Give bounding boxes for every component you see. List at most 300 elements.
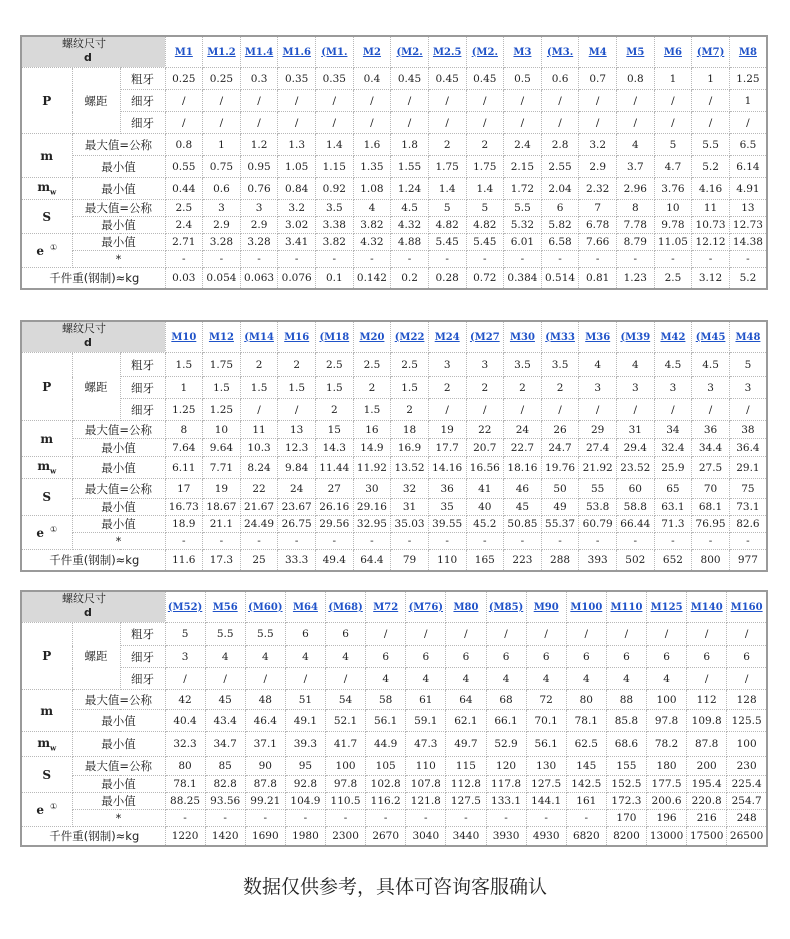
value-cell: 4 [205, 646, 245, 668]
e-footnote-mark: ① [49, 802, 58, 811]
value-cell: 6 [727, 646, 767, 668]
m-max-row [21, 134, 767, 156]
value-cell: 2.5 [165, 200, 203, 217]
value-cell: 1.4 [428, 178, 466, 200]
value-cell: 0.55 [165, 156, 203, 178]
value-cell: 1 [203, 134, 241, 156]
value-cell: 223 [504, 550, 542, 571]
size-link: (M33 [541, 321, 579, 353]
value-cell: 55.37 [541, 516, 579, 533]
fine-label: 细牙 [120, 399, 165, 421]
size-link: M12 [203, 321, 241, 353]
pitch-label: 螺距 [72, 353, 120, 421]
value-cell: / [541, 112, 579, 134]
value-cell: 26500 [727, 827, 767, 846]
value-cell: 36 [692, 421, 730, 439]
value-cell: 26.16 [316, 499, 354, 516]
value-cell: / [205, 668, 245, 690]
value-cell: 1420 [205, 827, 245, 846]
fine-label: 细牙 [120, 90, 165, 112]
coarse-label: 粗牙 [120, 68, 165, 90]
thread-size-header [21, 321, 165, 353]
thread-size-symbol: d [84, 336, 92, 349]
value-cell: - [654, 251, 692, 268]
size-link: M80 [446, 591, 486, 623]
value-cell: 1.75 [428, 156, 466, 178]
size-link: M140 [687, 591, 727, 623]
value-cell: 2.5 [391, 353, 429, 377]
value-cell: / [687, 623, 727, 646]
value-cell: 82.8 [205, 776, 245, 793]
value-cell: 58 [366, 690, 406, 710]
size-link: (M68) [326, 591, 366, 623]
mw-symbol-sub: w [50, 187, 57, 197]
value-cell: 2 [466, 377, 504, 399]
value-cell: 97.8 [647, 710, 687, 732]
value-cell: - [353, 533, 391, 550]
value-cell: 0.92 [316, 178, 354, 200]
s-max-row [21, 757, 767, 776]
spec-table-large-sizes [20, 590, 768, 847]
value-cell: 3 [729, 377, 767, 399]
value-cell: - [165, 810, 205, 827]
value-cell: 78.1 [566, 710, 606, 732]
value-cell: 19 [428, 421, 466, 439]
value-cell: 4.82 [466, 217, 504, 234]
value-cell: 0.142 [353, 268, 391, 289]
s-symbol: S [21, 479, 72, 516]
value-cell: / [165, 112, 203, 134]
value-cell: 1.8 [391, 134, 429, 156]
value-cell: 36 [428, 479, 466, 499]
value-cell: 14.3 [316, 439, 354, 457]
pitch-coarse-row [21, 68, 767, 90]
e-footnote-mark: ① [49, 525, 58, 534]
value-cell: / [654, 399, 692, 421]
star-label: * [72, 533, 165, 550]
value-cell: 88 [606, 690, 646, 710]
value-cell: 13.52 [391, 457, 429, 479]
size-link: M3 [504, 36, 542, 68]
value-cell: 4 [406, 668, 446, 690]
value-cell: / [654, 90, 692, 112]
min-label: 最小值 [72, 217, 165, 234]
size-link: (M52) [165, 591, 205, 623]
value-cell: - [541, 533, 579, 550]
value-cell: 248 [727, 810, 767, 827]
value-cell: 6 [606, 646, 646, 668]
value-cell: - [541, 251, 579, 268]
value-cell: 2.9 [203, 217, 241, 234]
value-cell: 216 [687, 810, 727, 827]
value-cell: 0.6 [541, 68, 579, 90]
value-cell: 43.4 [205, 710, 245, 732]
value-cell: 5.32 [504, 217, 542, 234]
value-cell: 15 [316, 421, 354, 439]
value-cell: 4.16 [692, 178, 730, 200]
value-cell: 6.58 [541, 234, 579, 251]
value-cell: 51 [285, 690, 325, 710]
value-cell: 19.76 [541, 457, 579, 479]
value-cell: 0.25 [165, 68, 203, 90]
size-link: (M22 [391, 321, 429, 353]
value-cell: 1 [692, 68, 730, 90]
mw-min-row [21, 178, 767, 200]
value-cell: 502 [617, 550, 655, 571]
value-cell: - [526, 810, 566, 827]
value-cell: / [504, 112, 542, 134]
value-cell: 0.063 [240, 268, 278, 289]
value-cell: / [391, 90, 429, 112]
pitch-symbol: P [21, 353, 72, 421]
fine-label: 细牙 [120, 668, 165, 690]
value-cell: 117.8 [486, 776, 526, 793]
value-cell: 6.14 [729, 156, 767, 178]
value-cell: 142.5 [566, 776, 606, 793]
value-cell: / [541, 399, 579, 421]
value-cell: 17.7 [428, 439, 466, 457]
value-cell: 125.5 [727, 710, 767, 732]
value-cell: 3.82 [316, 234, 354, 251]
size-link: (M7) [692, 36, 730, 68]
value-cell: 14.16 [428, 457, 466, 479]
value-cell: 64.4 [353, 550, 391, 571]
size-link: M64 [285, 591, 325, 623]
value-cell: 6.5 [729, 134, 767, 156]
value-cell: / [446, 623, 486, 646]
value-cell: 1.5 [316, 377, 354, 399]
value-cell: 10 [654, 200, 692, 217]
value-cell: 1.35 [353, 156, 391, 178]
value-cell: 195.4 [687, 776, 727, 793]
m-max-row [21, 421, 767, 439]
size-link: M72 [366, 591, 406, 623]
header-row [21, 321, 767, 353]
value-cell: 3 [692, 377, 730, 399]
weight-label: 千件重(钢制)≈kg [21, 827, 165, 846]
value-cell: - [486, 810, 526, 827]
size-link: M36 [579, 321, 617, 353]
value-cell: - [579, 533, 617, 550]
value-cell: - [366, 810, 406, 827]
value-cell: 3.2 [278, 200, 316, 217]
value-cell: 0.35 [278, 68, 316, 90]
value-cell: 5 [466, 200, 504, 217]
value-cell: 7.64 [165, 439, 203, 457]
e-star-row [21, 533, 767, 550]
value-cell: 3.38 [316, 217, 354, 234]
value-cell: 200 [687, 757, 727, 776]
value-cell: / [203, 112, 241, 134]
size-link: (M27 [466, 321, 504, 353]
value-cell: 68 [486, 690, 526, 710]
value-cell: 0.514 [541, 268, 579, 289]
value-cell: 3440 [446, 827, 486, 846]
value-cell: 11.44 [316, 457, 354, 479]
value-cell: 3.82 [353, 217, 391, 234]
value-cell: 7 [579, 200, 617, 217]
e-min-row [21, 516, 767, 533]
value-cell: 25.9 [654, 457, 692, 479]
value-cell: 29.56 [316, 516, 354, 533]
value-cell: 1.4 [466, 178, 504, 200]
value-cell: 2.4 [165, 217, 203, 234]
max-nominal-label: 最大值=公称 [72, 200, 165, 217]
value-cell: 4.32 [391, 217, 429, 234]
value-cell: - [566, 810, 606, 827]
value-cell: / [692, 399, 730, 421]
value-cell: 12.73 [729, 217, 767, 234]
value-cell: 1.23 [617, 268, 655, 289]
header-row [21, 36, 767, 68]
value-cell: 16 [353, 421, 391, 439]
value-cell: 2 [504, 377, 542, 399]
value-cell: - [353, 251, 391, 268]
e-min-row [21, 793, 767, 810]
m-symbol: m [21, 134, 72, 178]
value-cell: 29.16 [353, 499, 391, 516]
value-cell: 0.45 [391, 68, 429, 90]
value-cell: 2 [541, 377, 579, 399]
value-cell: / [727, 623, 767, 646]
thread-size-symbol: d [84, 606, 92, 619]
pitch-fine1-row [21, 646, 767, 668]
value-cell: 65 [654, 479, 692, 499]
size-link: M42 [654, 321, 692, 353]
value-cell: 2 [466, 134, 504, 156]
weight-row [21, 827, 767, 846]
value-cell: / [391, 112, 429, 134]
value-cell: / [406, 623, 446, 646]
value-cell: 5.5 [245, 623, 285, 646]
value-cell: 56.1 [526, 732, 566, 757]
value-cell: 80 [566, 690, 606, 710]
size-link: (M76) [406, 591, 446, 623]
value-cell: 10.3 [240, 439, 278, 457]
value-cell: / [466, 90, 504, 112]
mw-symbol-main: m [37, 735, 51, 750]
mw-symbol [21, 457, 72, 479]
value-cell: - [617, 251, 655, 268]
value-cell: 2 [391, 399, 429, 421]
weight-label: 千件重(钢制)≈kg [21, 268, 165, 289]
spec-table-medium-sizes [20, 320, 768, 572]
value-cell: 1.75 [466, 156, 504, 178]
value-cell: / [316, 90, 354, 112]
value-cell: / [285, 668, 325, 690]
value-cell: 13 [278, 421, 316, 439]
min-label: 最小值 [72, 516, 165, 533]
value-cell: 88.25 [165, 793, 205, 810]
value-cell: 33.3 [278, 550, 316, 571]
value-cell: 52.9 [486, 732, 526, 757]
size-link: M2 [353, 36, 391, 68]
value-cell: 1980 [285, 827, 325, 846]
value-cell: 64 [446, 690, 486, 710]
value-cell: 2.5 [654, 268, 692, 289]
value-cell: 6 [687, 646, 727, 668]
value-cell: 2.9 [240, 217, 278, 234]
value-cell: 127.5 [446, 793, 486, 810]
s-symbol: S [21, 757, 72, 793]
value-cell: 87.8 [687, 732, 727, 757]
value-cell: 8 [617, 200, 655, 217]
value-cell: - [240, 251, 278, 268]
value-cell: 145 [566, 757, 606, 776]
value-cell: 6.11 [165, 457, 203, 479]
value-cell: 1.08 [353, 178, 391, 200]
value-cell: 68.6 [606, 732, 646, 757]
value-cell: 170 [606, 810, 646, 827]
value-cell: 0.4 [353, 68, 391, 90]
value-cell: / [687, 668, 727, 690]
value-cell: 133.1 [486, 793, 526, 810]
value-cell: 2.96 [617, 178, 655, 200]
value-cell: / [428, 399, 466, 421]
value-cell: 4.32 [353, 234, 391, 251]
pitch-symbol: P [21, 68, 72, 134]
value-cell: 11.92 [353, 457, 391, 479]
value-cell: 1.25 [729, 68, 767, 90]
value-cell: 46.4 [245, 710, 285, 732]
value-cell: 13 [729, 200, 767, 217]
value-cell: 66.1 [486, 710, 526, 732]
value-cell: 16.73 [165, 499, 203, 516]
value-cell: 6 [541, 200, 579, 217]
value-cell: - [316, 533, 354, 550]
value-cell: / [579, 399, 617, 421]
e-symbol-main: e [36, 526, 44, 540]
value-cell: 76.95 [692, 516, 730, 533]
value-cell: 3.28 [240, 234, 278, 251]
value-cell: 4 [486, 668, 526, 690]
value-cell: 10.73 [692, 217, 730, 234]
value-cell: 26 [541, 421, 579, 439]
value-cell: 38 [729, 421, 767, 439]
size-link: (M18 [316, 321, 354, 353]
value-cell: 128 [727, 690, 767, 710]
value-cell: 60.79 [579, 516, 617, 533]
value-cell: 3 [579, 377, 617, 399]
value-cell: 70 [692, 479, 730, 499]
value-cell: / [504, 399, 542, 421]
value-cell: / [486, 623, 526, 646]
value-cell: 40.4 [165, 710, 205, 732]
value-cell: 0.44 [165, 178, 203, 200]
m-min-row [21, 439, 767, 457]
size-link: M1 [165, 36, 203, 68]
value-cell: 60 [617, 479, 655, 499]
value-cell: 6 [366, 646, 406, 668]
value-cell: 4930 [526, 827, 566, 846]
value-cell: 27.5 [692, 457, 730, 479]
size-link: M1.4 [240, 36, 278, 68]
value-cell: 5.2 [692, 156, 730, 178]
value-cell: 49 [541, 499, 579, 516]
value-cell: 24.49 [240, 516, 278, 533]
value-cell: - [165, 251, 203, 268]
value-cell: 6.01 [504, 234, 542, 251]
weight-row [21, 268, 767, 289]
size-link: M56 [205, 591, 245, 623]
value-cell: 0.72 [466, 268, 504, 289]
value-cell: 11 [692, 200, 730, 217]
min-label: 最小值 [72, 156, 165, 178]
value-cell: 0.6 [203, 178, 241, 200]
value-cell: 22 [240, 479, 278, 499]
value-cell: / [240, 112, 278, 134]
value-cell: 92.8 [285, 776, 325, 793]
mw-symbol [21, 178, 72, 200]
value-cell: 2 [316, 399, 354, 421]
value-cell: / [729, 112, 767, 134]
value-cell: 54 [326, 690, 366, 710]
value-cell: 6 [486, 646, 526, 668]
value-cell: 0.25 [203, 68, 241, 90]
value-cell: 2 [240, 353, 278, 377]
s-max-row [21, 479, 767, 499]
value-cell: 53.8 [579, 499, 617, 516]
value-cell: 27.4 [579, 439, 617, 457]
value-cell: 1.55 [391, 156, 429, 178]
value-cell: / [353, 112, 391, 134]
value-cell: 130 [526, 757, 566, 776]
s-min-row [21, 776, 767, 793]
value-cell: 2670 [366, 827, 406, 846]
e-min-row [21, 234, 767, 251]
value-cell: 102.8 [366, 776, 406, 793]
value-cell: 5.5 [205, 623, 245, 646]
value-cell: 6 [285, 623, 325, 646]
value-cell: - [692, 533, 730, 550]
value-cell: 21.1 [203, 516, 241, 533]
value-cell: 18 [391, 421, 429, 439]
value-cell: 0.28 [428, 268, 466, 289]
value-cell: 4 [617, 353, 655, 377]
min-label: 最小值 [72, 499, 165, 516]
value-cell: 32.3 [165, 732, 205, 757]
value-cell: 66.44 [617, 516, 655, 533]
coarse-label: 粗牙 [120, 623, 165, 646]
value-cell: 110 [406, 757, 446, 776]
value-cell: 6 [326, 623, 366, 646]
coarse-label: 粗牙 [120, 353, 165, 377]
value-cell: - [326, 810, 366, 827]
value-cell: 9.78 [654, 217, 692, 234]
value-cell: 0.81 [579, 268, 617, 289]
value-cell: / [165, 668, 205, 690]
size-link: M6 [654, 36, 692, 68]
value-cell: 18.67 [203, 499, 241, 516]
value-cell: 977 [729, 550, 767, 571]
thread-size-header [21, 591, 165, 623]
value-cell: 4 [606, 668, 646, 690]
value-cell: 5 [165, 623, 205, 646]
value-cell: 2.5 [353, 353, 391, 377]
value-cell: 3930 [486, 827, 526, 846]
size-link: M125 [647, 591, 687, 623]
e-star-row [21, 251, 767, 268]
value-cell: 1 [165, 377, 203, 399]
value-cell: 6 [566, 646, 606, 668]
value-cell: 49.7 [446, 732, 486, 757]
value-cell: 172.3 [606, 793, 646, 810]
value-cell: 0.45 [428, 68, 466, 90]
size-link: (M39 [617, 321, 655, 353]
value-cell: 16.9 [391, 439, 429, 457]
mw-symbol [21, 732, 72, 757]
value-cell: 0.1 [316, 268, 354, 289]
